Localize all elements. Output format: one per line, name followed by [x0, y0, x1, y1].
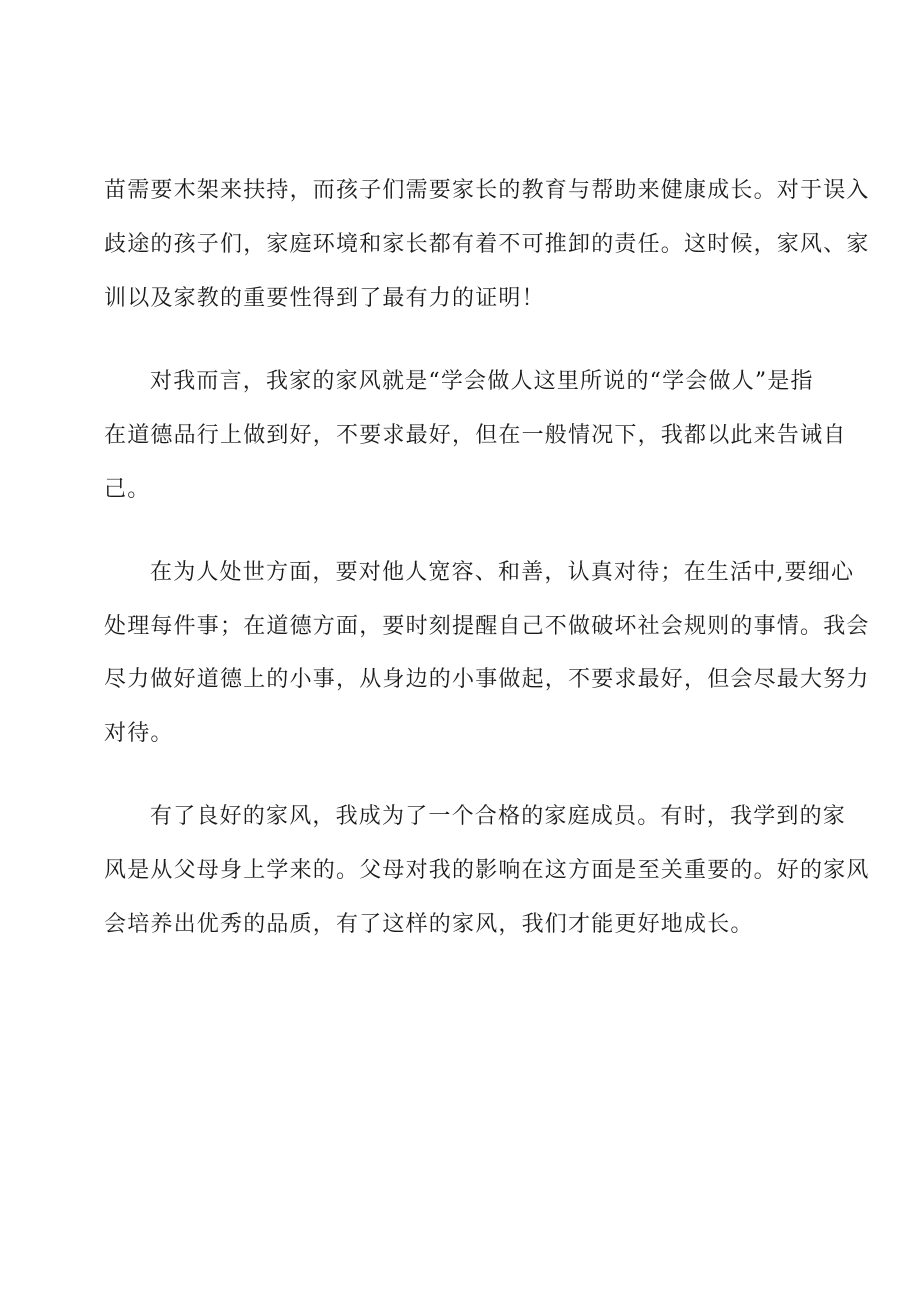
paragraph-1-line-1: 苗需要木架来扶持，而孩子们需要家长的教育与帮助来健康成长。对于误入 — [104, 178, 870, 203]
paragraph-1-line-3: 训以及家教的重要性得到了最有力的证明！ — [104, 286, 545, 311]
paragraph-4-line-2: 风是从父母身上学来的。父母对我的影响在这方面是至关重要的。好的家风 — [104, 858, 870, 883]
paragraph-3-line-2: 处理每件事；在道德方面，要时刻提醒自己不做破坏社会规则的事情。我会 — [104, 614, 870, 639]
paragraph-4-line-3: 会培养出优秀的品质，有了这样的家风，我们才能更好地成长。 — [104, 912, 754, 937]
paragraph-2-line-1: 对我而言，我家的家风就是“学会做人这里所说的“学会做人”是指 — [150, 369, 814, 394]
paragraph-3-line-4: 对待。 — [104, 721, 174, 746]
paragraph-2-line-3: 己。 — [104, 477, 151, 502]
paragraph-3-line-1: 在为人处世方面，要对他人宽容、和善，认真对待；在生活中,要细心 — [150, 560, 855, 585]
paragraph-4-line-1: 有了良好的家风，我成为了一个合格的家庭成员。有时，我学到的家 — [150, 804, 847, 829]
paragraph-3-line-3: 尽力做好道德上的小事，从身边的小事做起，不要求最好，但会尽最大努力 — [104, 667, 870, 692]
paragraph-1-line-2: 歧途的孩子们，家庭环境和家长都有着不可推卸的责任。这时候，家风、家 — [104, 232, 870, 257]
paragraph-2-line-2: 在道德品行上做到好，不要求最好，但在一般情况下，我都以此来告诫自 — [104, 423, 847, 448]
